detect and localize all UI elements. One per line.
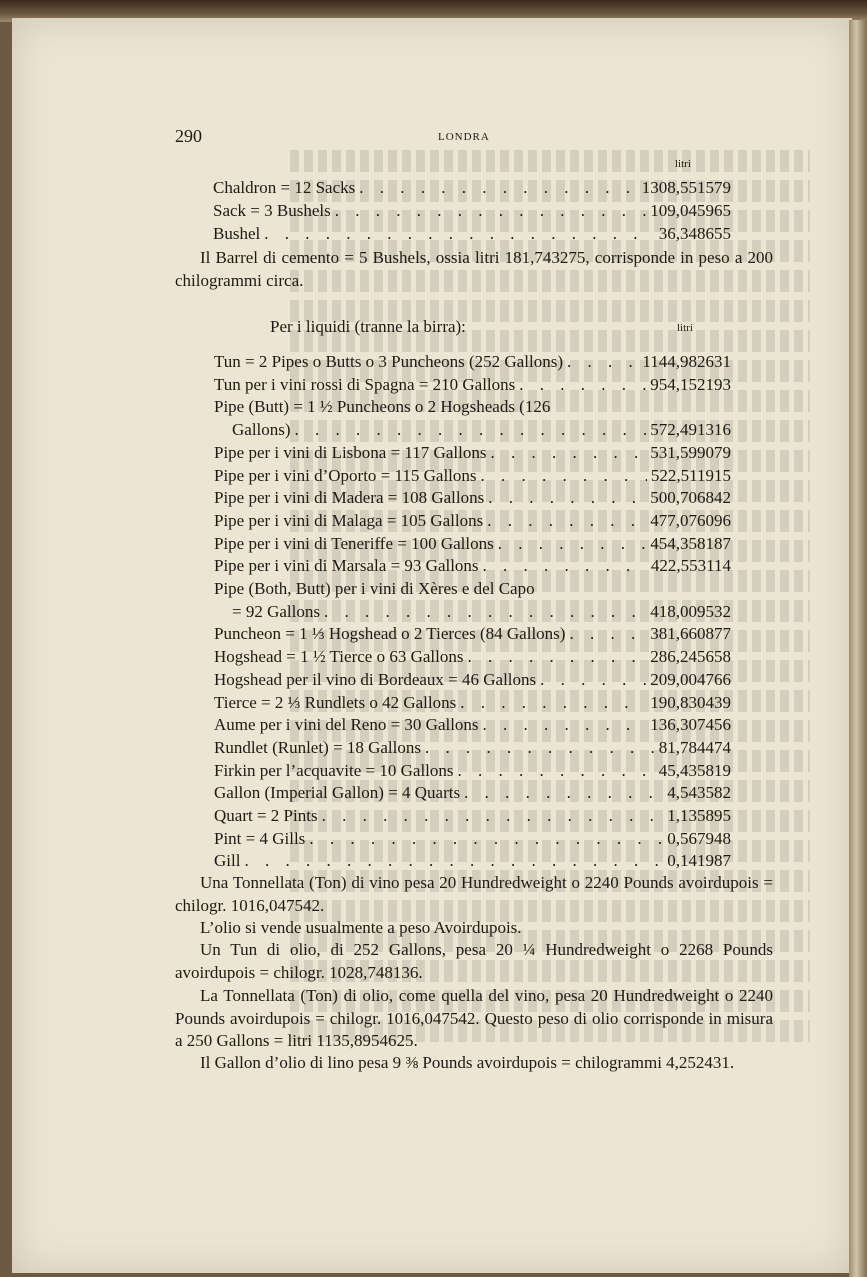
measure-value: 522,511915 xyxy=(650,465,731,485)
table-row xyxy=(214,738,731,760)
measure-value: 109,045965 xyxy=(650,201,731,220)
measure-value: 454,358187 xyxy=(650,533,731,553)
table-row xyxy=(213,201,731,223)
leader-dots xyxy=(464,783,663,803)
table-row xyxy=(214,511,731,533)
measure-value: 418,009532 xyxy=(650,601,731,621)
measure-label: Rundlet (Runlet) = 18 Gallons xyxy=(214,737,421,757)
measure-value: 954,152193 xyxy=(650,374,731,394)
leader-dots xyxy=(458,761,655,781)
running-head: LONDRA xyxy=(438,131,490,143)
table-row xyxy=(214,352,731,374)
cement-note: Il Barrel di cemento = 5 Bushels, ossia litri 181,743275, corrisponde in peso a 200 chilogrammi circa. xyxy=(175,248,773,290)
measure-value: 190,830439 xyxy=(650,692,731,712)
leader-dots xyxy=(519,375,646,395)
table-row xyxy=(214,647,731,669)
unit-header-solid: litri xyxy=(675,158,691,170)
measure-value: 500,706842 xyxy=(650,488,731,508)
measure-label: Hogshead = 1 ½ Tierce o 63 Gallons xyxy=(214,647,464,667)
measure-label: Pipe per i vini di Malaga = 105 Gallons xyxy=(214,510,484,530)
table-row xyxy=(214,806,731,828)
table-row xyxy=(213,224,731,246)
paragraph-oil-sale: L’olio si vende usualmente a peso Avoirdupois. xyxy=(200,918,522,937)
measure-label: = 92 Gallons xyxy=(232,601,320,621)
table-row xyxy=(214,851,731,873)
measure-value: 0,567948 xyxy=(667,828,731,848)
liquid-heading: Per i liquidi (tranne la birra): xyxy=(270,317,466,336)
leader-dots xyxy=(487,511,646,531)
measure-label: Tun = 2 Pipes o Butts o 3 Puncheons (252 Gallons) xyxy=(214,352,563,371)
measure-label: Bushel xyxy=(213,224,261,243)
table-row xyxy=(214,443,731,465)
measure-value: 1,135895 xyxy=(667,806,731,825)
measure-value: 45,435819 xyxy=(658,760,731,780)
measure-label: Pipe per i vini di Marsala = 93 Gallons xyxy=(214,556,479,576)
measure-label: Gallons) xyxy=(232,420,291,440)
leader-dots xyxy=(467,647,646,667)
measure-value: 477,076096 xyxy=(650,510,731,530)
paragraph-oil-tun: Un Tun di olio, di 252 Gallons, pesa 20 ¼ Hundredweight o 2268 Pounds avoirdupois = chilogr. 1028,748136. xyxy=(175,940,773,982)
unit-header-liquid: litri xyxy=(677,322,693,334)
measure-label: Chaldron = 12 Sacks xyxy=(213,178,356,197)
table-row xyxy=(214,693,731,715)
leader-dots xyxy=(324,602,646,622)
leader-dots xyxy=(359,178,637,198)
table-row xyxy=(214,783,731,805)
measure-value: 209,004766 xyxy=(650,669,731,689)
measure-value: 381,660877 xyxy=(650,624,731,644)
table-row xyxy=(213,178,731,200)
measure-label: Tun per i vini rossi di Spagna = 210 Gallons xyxy=(214,374,516,394)
leader-dots xyxy=(488,488,646,508)
leader-dots xyxy=(309,829,663,849)
table-row xyxy=(214,556,731,578)
measure-value: 36,348655 xyxy=(658,224,731,243)
measure-label: Gallon (Imperial Gallon) = 4 Quarts xyxy=(214,783,461,803)
leader-dots xyxy=(264,224,655,244)
table-row xyxy=(214,534,731,556)
measure-label: Quart = 2 Pints xyxy=(214,806,318,825)
measure-label: Hogshead per il vino di Bordeaux = 46 Gallons xyxy=(214,669,537,689)
measure-label: Pipe per i vini d’Oporto = 115 Gallons xyxy=(214,465,477,485)
measure-label: Pipe per i vini di Lisbona = 117 Gallons xyxy=(214,442,487,462)
leader-dots xyxy=(483,556,647,576)
table-row xyxy=(214,466,731,488)
table-row xyxy=(214,670,731,692)
measure-label: Pint = 4 Gills xyxy=(214,828,306,848)
table-row xyxy=(214,829,731,851)
measure-label: Pipe per i vini di Madera = 108 Gallons xyxy=(214,488,485,508)
leader-dots xyxy=(481,466,647,486)
table-row xyxy=(232,602,731,624)
measure-value: 531,599079 xyxy=(650,442,731,462)
measure-value: 422,553114 xyxy=(650,556,731,576)
paragraph-linseed-oil: Il Gallon d’olio di lino pesa 9 ⅜ Pounds avoirdupois = chilogrammi 4,252431. xyxy=(200,1053,735,1072)
measure-label: Firkin per l’acquavite = 10 Gallons xyxy=(214,760,454,780)
measure-label: Aume per i vini del Reno = 30 Gallons xyxy=(214,715,479,735)
measure-label: Gill xyxy=(214,851,241,871)
table-row xyxy=(214,375,731,397)
measure-label: Tierce = 2 ⅓ Rundlets o 42 Gallons xyxy=(214,692,457,712)
leader-dots xyxy=(498,534,647,554)
measure-value: 136,307456 xyxy=(650,715,731,735)
table-row xyxy=(214,488,731,510)
paragraph-wine-ton: Una Tonnellata (Ton) di vino pesa 20 Hundredweight o 2240 Pounds avoirdupois = chilogr. 1016,047542. xyxy=(175,873,773,915)
measure-label: Pipe per i vini di Teneriffe = 100 Gallons xyxy=(214,533,494,553)
table-row xyxy=(214,761,731,783)
measure-label: Pipe (Both, Butt) per i vini di Xères e del Capo xyxy=(214,579,535,598)
paragraph-oil-ton: La Tonnellata (Ton) di olio, come quella del vino, pesa 20 Hundredweight o 2240 Pounds avoirdupois = chilogr. 1016,047542. Questo peso di olio corrisponde in misura a 250 Gallons = litri 1135,8954625. xyxy=(175,986,773,1050)
leader-dots xyxy=(295,420,647,440)
leader-dots xyxy=(569,624,646,644)
table-row xyxy=(214,397,731,419)
table-row xyxy=(214,715,731,737)
measure-value: 1144,982631 xyxy=(642,352,731,371)
measure-value: 1308,551579 xyxy=(641,178,731,197)
leader-dots xyxy=(244,851,663,871)
measure-label: Puncheon = 1 ⅓ Hogshead o 2 Tierces (84 Gallons) xyxy=(214,624,566,644)
measure-label: Pipe (Butt) = 1 ½ Puncheons o 2 Hogsheads (126 xyxy=(214,397,551,417)
page-number: 290 xyxy=(175,126,202,146)
measure-label: Sack = 3 Bushels xyxy=(213,201,331,220)
measure-value: 286,245658 xyxy=(650,647,731,667)
leader-dots xyxy=(425,738,655,758)
measure-value: 4,543582 xyxy=(667,783,731,803)
measure-value: 572,491316 xyxy=(650,420,731,440)
table-row xyxy=(232,420,731,442)
leader-dots xyxy=(460,693,646,713)
leader-dots xyxy=(490,443,646,463)
measure-value: 0,141987 xyxy=(667,851,731,871)
leader-dots xyxy=(567,352,638,372)
measure-value: 81,784474 xyxy=(658,737,731,757)
leader-dots xyxy=(540,670,646,690)
leader-dots xyxy=(322,806,664,826)
table-row xyxy=(214,579,731,601)
leader-dots xyxy=(483,715,647,735)
leader-dots xyxy=(335,201,647,221)
table-row xyxy=(214,624,731,646)
